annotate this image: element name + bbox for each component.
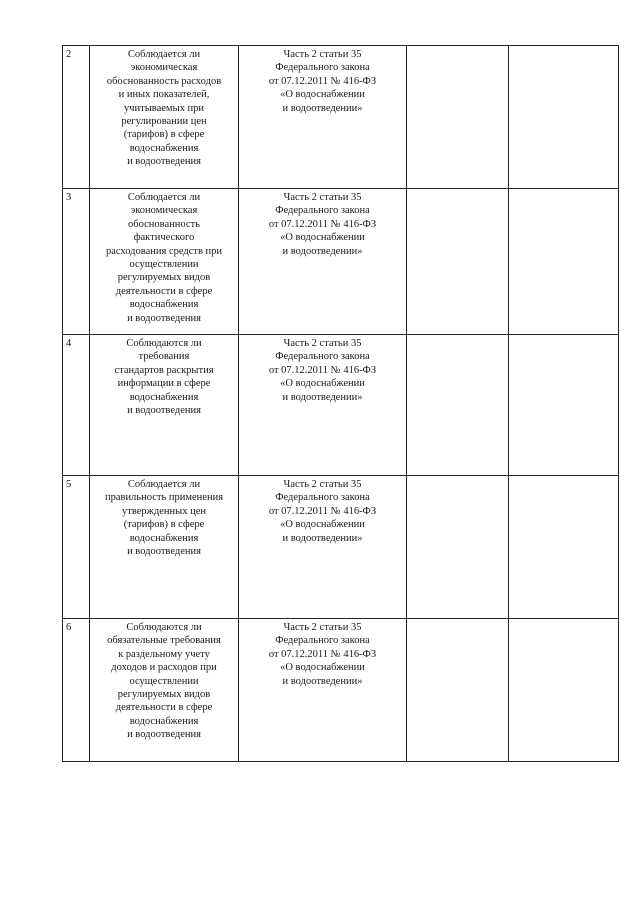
table-row (63, 335, 619, 476)
table-row (63, 476, 619, 619)
answer-cell (509, 476, 619, 619)
answer-cell (509, 619, 619, 762)
question-cell: Соблюдается ли экономическая обоснованность расходов и иных показателей, учитываемых при регулировании цен (тарифов) в сфере водоснабжения и водоотведения (90, 46, 239, 189)
question-cell: Соблюдается ли экономическая обоснованность фактического расходования средств при осуществлении регулируемых видов деятельности в сфере водоснабжения и водоотведения (90, 189, 239, 335)
legal-reference-cell: Часть 2 статьи 35 Федерального закона от 07.12.2011 № 416-ФЗ «О водоснабжении и водоотведении» (239, 189, 407, 335)
table-row (63, 46, 619, 189)
row-number: 6 (63, 619, 90, 762)
question-cell: Соблюдаются ли обязательные требования к раздельному учету доходов и расходов при осуществлении регулируемых видов деятельности в сфере водоснабжения и водоотведения (90, 619, 239, 762)
answer-cell (509, 46, 619, 189)
answer-cell (407, 476, 509, 619)
legal-reference-cell: Часть 2 статьи 35 Федерального закона от 07.12.2011 № 416-ФЗ «О водоснабжении и водоотведении» (239, 46, 407, 189)
legal-reference-cell: Часть 2 статьи 35 Федерального закона от 07.12.2011 № 416-ФЗ «О водоснабжении и водоотведении» (239, 476, 407, 619)
table-row (63, 189, 619, 335)
row-number: 5 (63, 476, 90, 619)
answer-cell (509, 335, 619, 476)
answer-cell (407, 335, 509, 476)
row-number: 3 (63, 189, 90, 335)
answer-cell (407, 619, 509, 762)
checklist-table (62, 45, 619, 762)
answer-cell (509, 189, 619, 335)
row-number: 4 (63, 335, 90, 476)
answer-cell (407, 189, 509, 335)
legal-reference-cell: Часть 2 статьи 35 Федерального закона от 07.12.2011 № 416-ФЗ «О водоснабжении и водоотведении» (239, 619, 407, 762)
legal-reference-cell: Часть 2 статьи 35 Федерального закона от 07.12.2011 № 416-ФЗ «О водоснабжении и водоотведении» (239, 335, 407, 476)
question-cell: Соблюдаются ли требования стандартов раскрытия информации в сфере водоснабжения и водоотведения (90, 335, 239, 476)
question-cell: Соблюдается ли правильность применения утвержденных цен (тарифов) в сфере водоснабжения и водоотведения (90, 476, 239, 619)
table-row (63, 619, 619, 762)
row-number: 2 (63, 46, 90, 189)
answer-cell (407, 46, 509, 189)
